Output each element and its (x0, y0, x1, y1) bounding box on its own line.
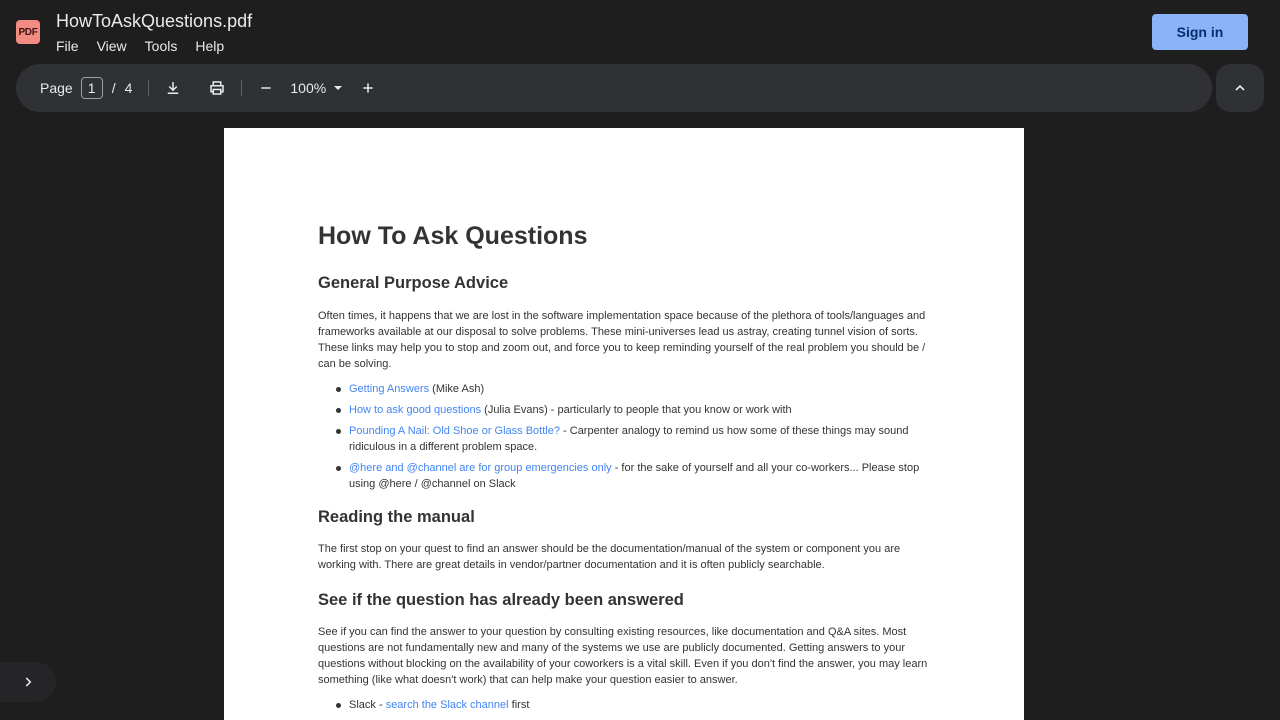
download-icon (164, 79, 182, 97)
item-text: ridiculous in a different problem space. (349, 441, 538, 453)
document-title: HowToAskQuestions.pdf (56, 11, 253, 31)
collapse-toolbar-button[interactable] (1216, 64, 1264, 112)
pdf-toolbar (16, 64, 1212, 112)
section-body (318, 624, 930, 688)
link-ask-good-questions[interactable]: How to ask good questions (349, 404, 482, 416)
download-button[interactable] (157, 72, 189, 104)
body-line: something (like what doesn't work) that can help make your question easier to answer. (318, 674, 738, 686)
item-text: (Julia Evans) - particularly to people that you know or work with (481, 404, 792, 416)
item-text: (Mike Ash) (429, 383, 485, 395)
body-line: questions are not fundamentally new and many of the systems we use are publicly documented. Getting answers to your (318, 642, 905, 654)
toolbar-divider (148, 80, 149, 96)
body-line: questions without blocking on the availability of your coworkers is a vital skill. Even if you don't find the answer, you may learn (318, 658, 928, 670)
item-text: - Carpenter analogy to remind us how some of these things may sound (559, 425, 909, 437)
doc-heading: How To Ask Questions (318, 222, 588, 250)
link-getting-answers[interactable]: Getting Answers (349, 383, 430, 395)
caret-down-icon (333, 83, 343, 93)
item-text: Slack - (349, 699, 386, 711)
page-separator: / (111, 80, 116, 96)
menu-view[interactable]: View (96, 38, 127, 54)
toolbar-divider (241, 80, 242, 96)
zoom-out-button[interactable] (250, 72, 282, 104)
section-body (318, 308, 930, 372)
list-item (318, 381, 930, 397)
list-item (318, 423, 930, 455)
zoom-level[interactable]: 100% (290, 80, 327, 96)
links-list (318, 697, 930, 713)
sign-in-button[interactable]: Sign in (1152, 14, 1248, 50)
menu-bar (56, 38, 242, 54)
body-line: frameworks available at our disposal to solve problems. These mini-universes lead us astray, creating tunnel vision of sorts. (318, 326, 918, 338)
section-heading: General Purpose Advice (318, 274, 509, 292)
links-list (318, 381, 930, 492)
menu-file[interactable]: File (56, 38, 79, 54)
zoom-dropdown[interactable] (328, 72, 348, 104)
link-search-slack[interactable]: search the Slack channel (385, 699, 509, 711)
print-button[interactable] (201, 72, 233, 104)
list-item (318, 697, 930, 713)
body-line: See if you can find the answer to your question by consulting existing resources, like documentation and Q&A sites. Most (318, 626, 907, 638)
chevron-up-icon (1232, 80, 1248, 96)
section-heading: See if the question has already been answered (318, 591, 684, 609)
chevron-right-icon (21, 675, 35, 689)
pdf-page (224, 128, 1024, 720)
body-line: The first stop on your quest to find an answer should be the documentation/manual of the system or component you are (318, 543, 901, 555)
pdf-file-icon: PDF (16, 20, 40, 44)
page-total: 4 (124, 80, 133, 96)
body-line: can be solving. (318, 358, 392, 370)
item-text: - for the sake of yourself and all your co-workers... Please stop (611, 462, 920, 474)
print-icon (208, 79, 226, 97)
section-heading: Reading the manual (318, 508, 475, 526)
section-body (318, 541, 930, 573)
body-line: Often times, it happens that we are lost in the software implementation space because of the plethora of tools/languages and (318, 310, 926, 322)
list-item (318, 460, 930, 492)
minus-icon (258, 80, 274, 96)
page-label: Page (40, 80, 73, 96)
link-here-channel[interactable]: @here and @channel are for group emergencies only (349, 462, 612, 474)
page-number-input[interactable]: 1 (81, 77, 103, 99)
zoom-in-button[interactable] (352, 72, 384, 104)
body-line: working with. There are great details in vendor/partner documentation and it is often publicly searchable. (318, 559, 825, 571)
item-text: first (508, 699, 530, 711)
menu-help[interactable]: Help (195, 38, 225, 54)
menu-tools[interactable]: Tools (144, 38, 178, 54)
page-content (318, 222, 930, 713)
sidebar-toggle-button[interactable] (0, 662, 56, 702)
item-text: using @here / @channel on Slack (349, 478, 516, 490)
list-item (318, 402, 930, 418)
link-pounding-a-nail[interactable]: Pounding A Nail: Old Shoe or Glass Bottle? (349, 425, 560, 437)
body-line: These links may help you to stop and zoom out, and force you to keep reminding yourself of the real problem you should be / (318, 342, 926, 354)
plus-icon (360, 80, 376, 96)
